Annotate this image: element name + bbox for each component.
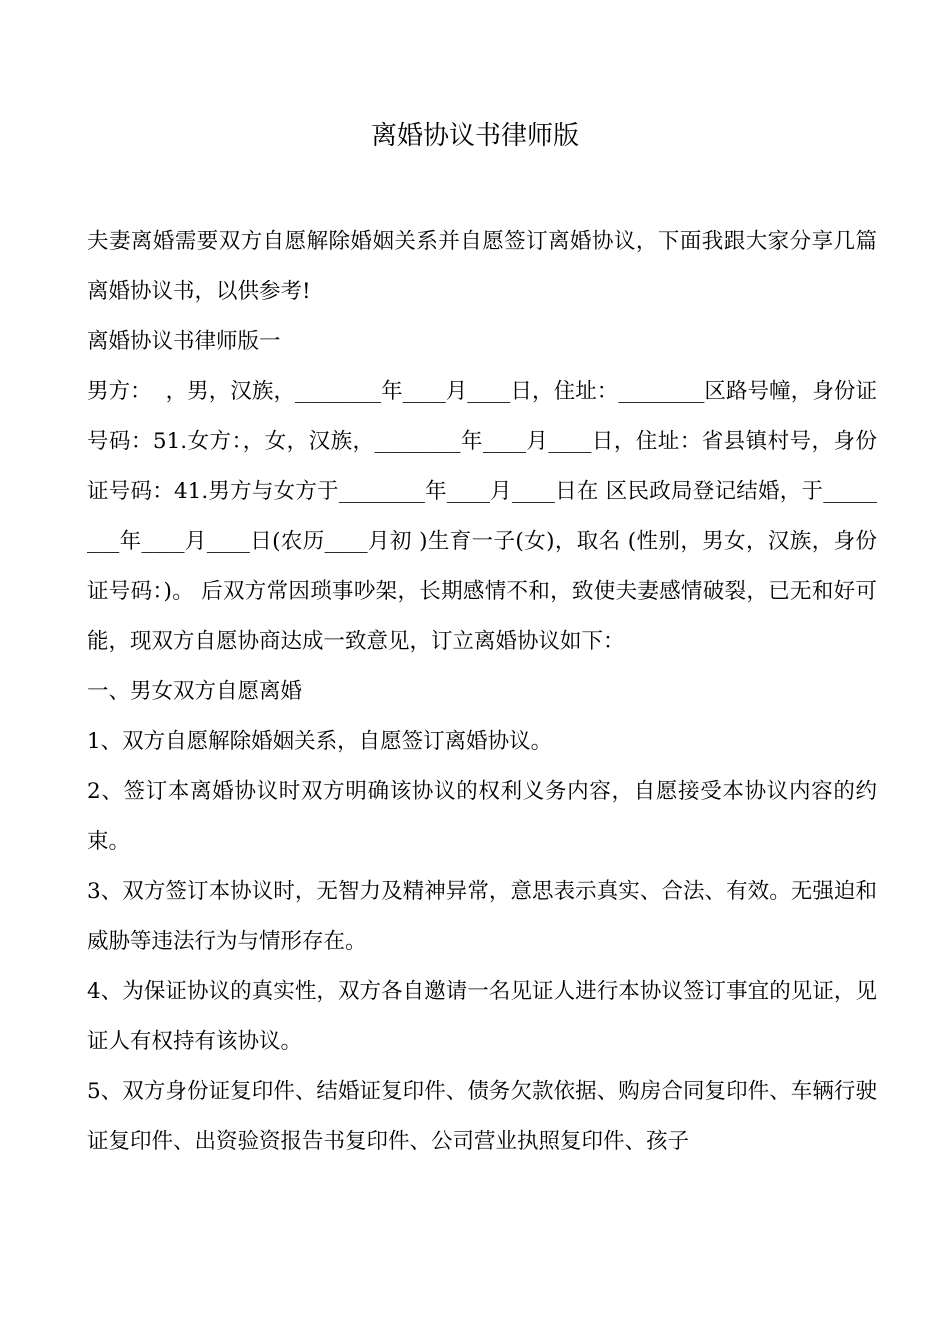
intro-paragraph: 夫妻离婚需要双方自愿解除婚姻关系并自愿签订离婚协议，下面我跟大家分享几篇离婚协议书，以供参考! [87,229,877,304]
clause-item: 4、为保证协议的真实性，双方各自邀请一名见证人进行本协议签订事宜的见证，见证人有权持有该协议。 [87,979,877,1054]
clause-item: 2、签订本离婚协议时双方明确该协议的权利义务内容，自愿接受本协议内容的约束。 [87,779,877,854]
document-title: 离婚协议书律师版 [370,121,579,151]
clause-item: 1、双方自愿解除婚姻关系，自愿签订离婚协议。 [87,729,553,754]
document-body [87,217,877,1167]
parties-paragraph: 男方： ，男，汉族，________年____月____日，住址：________区路号幢，身份证号码：51.女方：，女，汉族，________年____月____日，住址：省县镇村号，身份证号码：41.男方与女方于________年____月____日在 区民政局登记结婚，于________年____月____日(农历____月初 )生育一子(女)，取名 (性别，男女，汉族，身份证号码：)。 后双方常因琐事吵架，长期感情不和，致使夫妻感情破裂，已无和好可能，现双方自愿协商达成一致意见，订立离婚协议如下： [87,379,877,654]
clause-item: 3、双方签订本协议时，无智力及精神异常，意思表示真实、合法、有效。无强迫和威胁等违法行为与情形存在。 [87,879,877,954]
clause-item: 5、双方身份证复印件、结婚证复印件、债务欠款依据、购房合同复印件、车辆行驶证复印件、出资验资报告书复印件、公司营业执照复印件、孩子 [87,1079,877,1154]
clause-heading: 一、男女双方自愿离婚 [87,679,303,704]
section-heading: 离婚协议书律师版一 [87,329,281,354]
